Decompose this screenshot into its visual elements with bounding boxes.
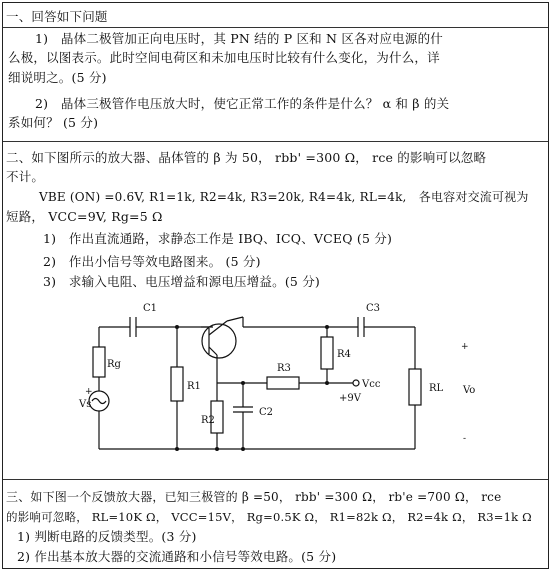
section3-intro: 的影响可忽略， RL=10K Ω， VCC=15V， Rg=0.5K Ω， R1=82k Ω， R2=4k Ω， R3=1k Ω xyxy=(6,510,532,524)
c1-label: C1 xyxy=(143,303,158,314)
q2-text: 2) 晶体三极管作电压放大时，使它正常工作的条件是什么？ α 和 β 的关 xyxy=(35,96,450,111)
plus-sign: + xyxy=(85,387,93,397)
r2-label: R2 xyxy=(201,415,215,426)
divider xyxy=(3,141,548,142)
section2-task: 1) 作出直流通路，求静态工作是 IBQ、ICQ、VCEQ (5 分) xyxy=(43,231,393,246)
q1-text: 1) 晶体二极管加正向电压时，其 PN 结的 P 区和 N 区各对应电源的什 xyxy=(35,31,443,46)
output-minus: - xyxy=(463,434,467,444)
divider xyxy=(3,27,548,28)
section2-task: 3) 求输入电阻、电压增益和源电压增益。(5 分) xyxy=(43,274,321,289)
section2-params: VBE (ON) =0.6V, R1=1k, R2=4k, R3=20k, R4=4k, RL=4k, 各电容对交流可视为 xyxy=(39,190,529,204)
r3-label: R3 xyxy=(277,363,291,374)
r4-label: R4 xyxy=(337,349,351,360)
section3-task: 1) 判断电路的反馈类型。(3 分) xyxy=(17,529,197,544)
vs-label: Vs xyxy=(79,399,92,410)
section1-heading: 一、回答如下问题 xyxy=(6,9,108,24)
section3-intro: 三、如下图一个反馈放大器，已知三极管的 β =50， rbb' =300 Ω， rb'e =700 Ω， rce xyxy=(6,490,502,504)
amplifier-circuit-diagram xyxy=(3,291,550,491)
divider xyxy=(3,479,548,480)
section2-intro: 二、如下图所示的放大器、晶体管的 β 为 50， rbb' =300 Ω， rce 的影响可以忽略 xyxy=(6,150,487,165)
c2-label: C2 xyxy=(259,407,274,418)
section2-params: 短路， VCC=9V, Rg=5 Ω xyxy=(6,209,163,224)
section2-task: 2) 作出小信号等效电路图来。 (5 分) xyxy=(43,254,261,269)
q1-text: 细说明之。(5 分) xyxy=(8,70,107,85)
rg-label: Rg xyxy=(107,359,121,370)
r1-label: R1 xyxy=(187,381,201,392)
c3-label: C3 xyxy=(366,303,381,314)
output-plus: + xyxy=(461,342,469,352)
vo-label: Vo xyxy=(463,385,476,396)
q1-text: 么极，以图表示。此时空间电荷区和未加电压时比较有什么变化，为什么，详 xyxy=(8,50,440,65)
section2-intro: 不计。 xyxy=(6,169,45,184)
vcc-value: +9V xyxy=(339,393,361,404)
exam-page xyxy=(2,2,549,569)
vcc-label: Vcc xyxy=(362,379,381,390)
q2-text: 系如何？ (5 分) xyxy=(8,115,99,130)
rl-label: RL xyxy=(429,383,444,394)
section3-task: 2) 作出基本放大器的交流通路和小信号等效电路。(5 分) xyxy=(17,549,337,564)
